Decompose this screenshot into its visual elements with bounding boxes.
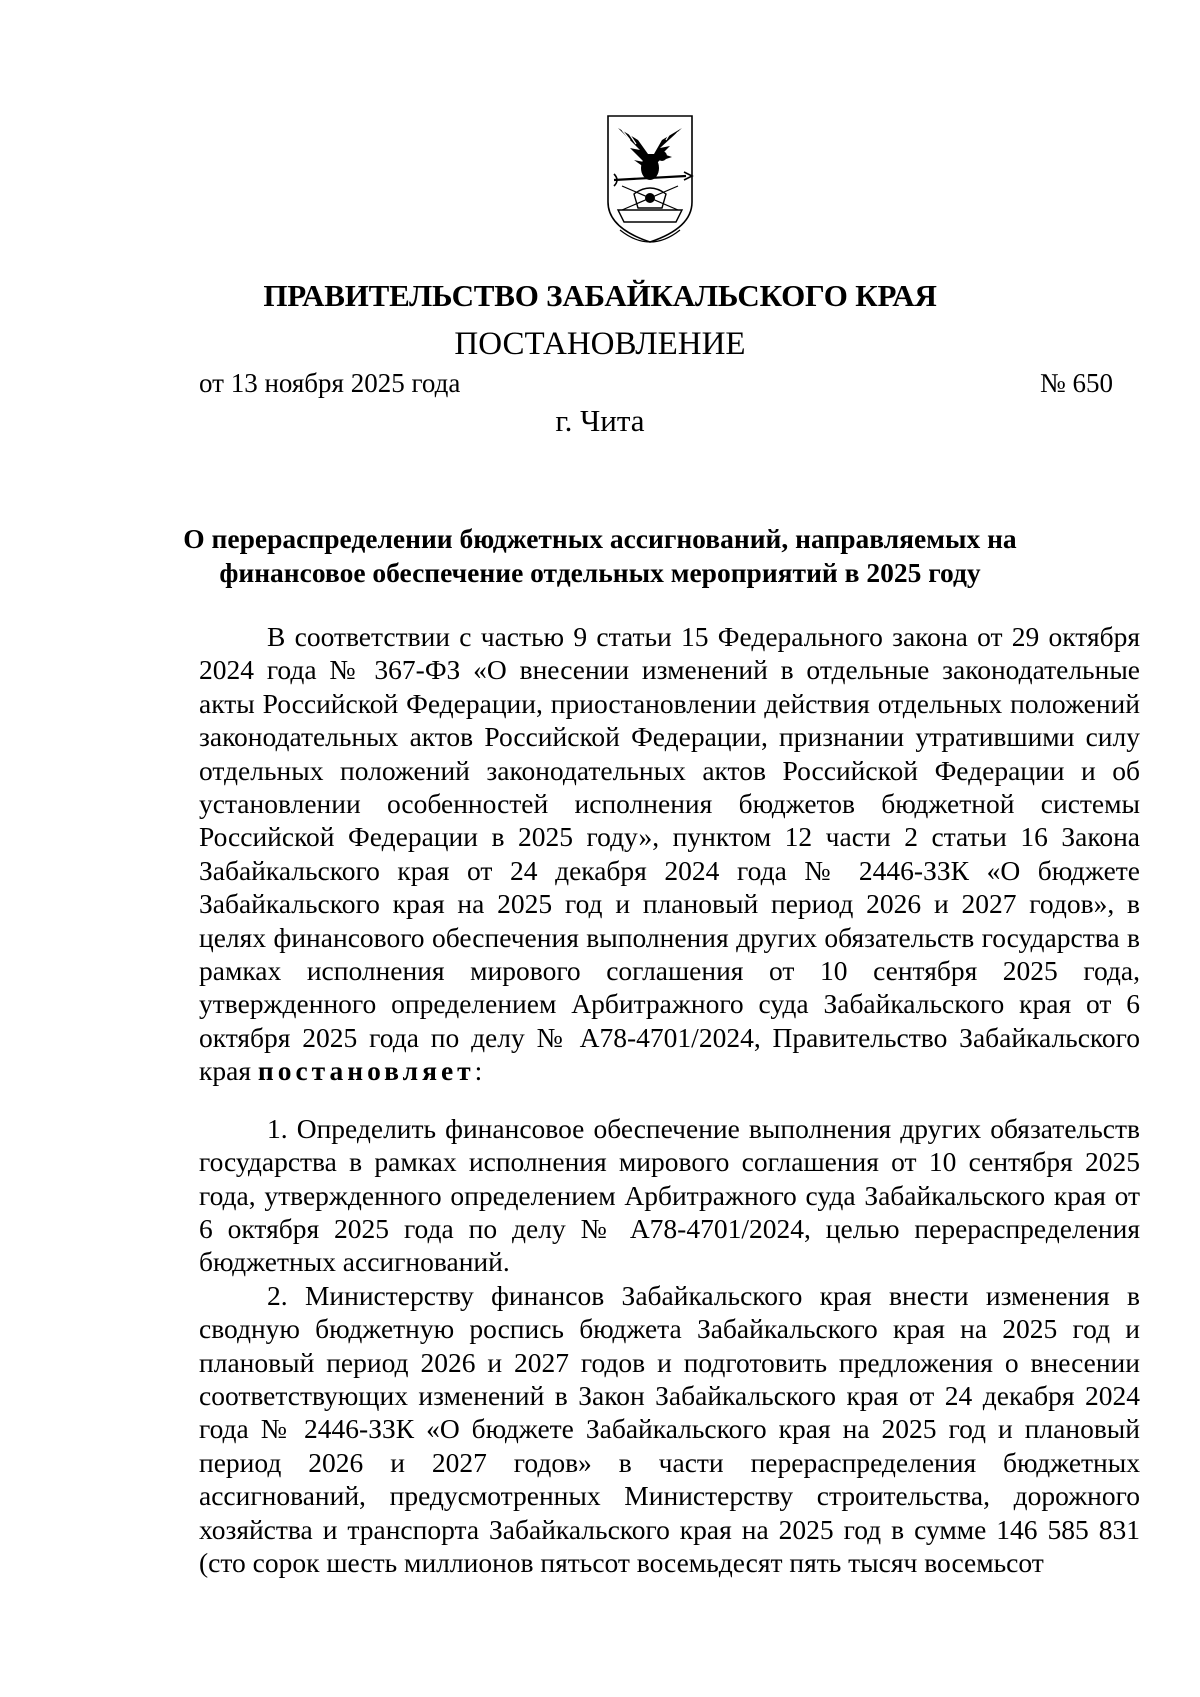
document-title: О перераспределении бюджетных ассигнований, направляемых на финансовое обеспечение отдельных мероприятий в 2025 году [183,523,1017,588]
document-type: ПОСТАНОВЛЕНИЕ [454,326,746,362]
list-item: 2. Министерству финансов Забайкальского края внести изменения в сводную бюджетную роспись бюджета Забайкальского края на 2025 год и плановый период 2026 и 2027 годов и подготовить предложения о внесении соответствующих изменений в Закон Забайкальского края от 24 декабря 2024 года № 2446-ЗЗК «О бюджете Забайкальского края на 2025 год и плановый период 2026 и 2027 годов» в части перераспределения бюджетных ассигнований, предусмотренных Министерству строительства, дорожного хозяйства и транспорта Забайкальского края на 2025 год в сумме 146 585 831 (сто сорок шесть миллионов пятьсот восемьдесят пять тысяч восемьсот [199,1279,1140,1578]
coat-of-arms-icon [600,110,700,260]
issuing-authority: ПРАВИТЕЛЬСТВО ЗАБАЙКАЛЬСКОГО КРАЯ [263,278,937,313]
document-number: № 650 [1039,368,1113,398]
preamble-text: В соответствии с частью 9 статьи 15 Федерального закона от 29 октября 2024 года № 367-ФЗ «О внесении изменений в отдельные законодательные акты Российской Федерации, приостановлении действия отдельных положений законодательных актов Российской Федерации, признании утратившими силу отдельных положений законодательных актов Российской Федерации и об установлении особенностей исполнения бюджетов бюджетной системы Российской Федерации в 2025 году», пунктом 12 части 2 статьи 16 Закона Забайкальского края от 24 декабря 2024 года № 2446-ЗЗК «О бюджете Забайкальского края на 2025 год и плановый период 2026 и 2027 годов», в целях финансового обеспечения выполнения других обязательств государства в рамках исполнения мирового соглашения от 10 сентября 2025 года, утвержденного определением Арбитражного суда Забайкальского края от 6 октября 2025 года по делу № А78-4701/2024, Правительство Забайкальского края [199,621,1140,1087]
list-item: 1. Определить финансовое обеспечение выполнения других обязательств государства в рамках исполнения мирового соглашения от 10 сентября 2025 года, утвержденного определением Арбитражного суда Забайкальского края от 6 октября 2025 года по делу № А78-4701/2024, целью перераспределения бюджетных ассигнований. [199,1112,1140,1278]
document-date: от 13 ноября 2025 года [199,368,461,398]
decree-word: постановляет [257,1055,475,1087]
document-city: г. Чита [555,403,645,438]
preamble-tail: : [474,1055,483,1087]
preamble-paragraph [199,620,1140,1088]
document-body [199,620,1140,1579]
